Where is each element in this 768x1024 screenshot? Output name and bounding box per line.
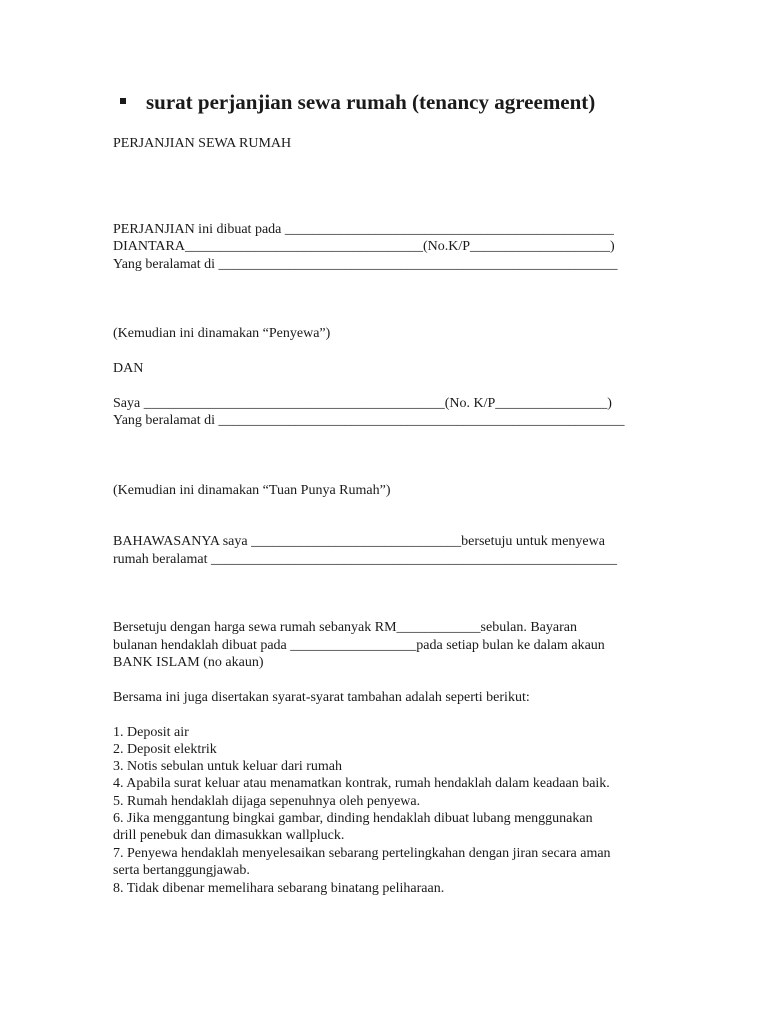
condition-item-continued: drill penebuk dan dimasukkan wallpluck.	[113, 828, 345, 843]
conditions-intro: Bersama ini juga disertakan syarat-syarat tambahan adalah seperti berikut:	[113, 690, 530, 705]
condition-item-continued: serta bertanggungjawab.	[113, 863, 250, 878]
whereas-line-2: rumah beralamat __________________________________________________________	[113, 552, 617, 567]
landlord-designation: (Kemudian ini dinamakan “Tuan Punya Rumah”)	[113, 483, 391, 498]
landlord-name-line: Saya ___________________________________________(No. K/P________________)	[113, 396, 612, 411]
heading-text: surat perjanjian sewa rumah (tenancy agreement)	[146, 90, 596, 114]
doc-title: PERJANJIAN SEWA RUMAH	[113, 136, 292, 151]
agreement-date-line: PERJANJIAN ini dibuat pada _______________________________________________	[113, 222, 614, 237]
condition-item: 7. Penyewa hendaklah menyelesaikan sebarang pertelingkahan dengan jiran secara aman	[113, 846, 611, 861]
conjunction-dan: DAN	[113, 361, 144, 376]
payment-line-2: bulanan hendaklah dibuat pada __________________pada setiap bulan ke dalam akaun	[113, 638, 605, 653]
payment-line-1: Bersetuju dengan harga sewa rumah sebanyak RM____________sebulan. Bayaran	[113, 620, 577, 635]
payment-line-3: BANK ISLAM (no akaun)	[113, 655, 264, 670]
tenant-designation: (Kemudian ini dinamakan “Penyewa”)	[113, 326, 331, 341]
landlord-address-line: Yang beralamat di __________________________________________________________	[113, 413, 625, 428]
condition-item: 1. Deposit air	[113, 725, 189, 740]
whereas-line-1: BAHAWASANYA saya ______________________________bersetuju untuk menyewa	[113, 534, 605, 549]
condition-item: 2. Deposit elektrik	[113, 742, 217, 757]
condition-item: 3. Notis sebulan untuk keluar dari rumah	[113, 759, 343, 774]
tenant-address-line: Yang beralamat di _________________________________________________________	[113, 257, 618, 272]
condition-item: 4. Apabila surat keluar atau menamatkan kontrak, rumah hendaklah dalam keadaan baik.	[113, 776, 610, 791]
condition-item: 8. Tidak dibenar memelihara sebarang binatang peliharaan.	[113, 881, 445, 896]
condition-item: 6. Jika menggantung bingkai gambar, dinding hendaklah dibuat lubang menggunakan	[113, 811, 593, 826]
condition-item: 5. Rumah hendaklah dijaga sepenuhnya oleh penyewa.	[113, 794, 421, 809]
square-bullet-icon	[120, 98, 126, 104]
tenant-name-line: DIANTARA__________________________________(No.K/P____________________)	[113, 239, 615, 254]
document-heading	[120, 90, 595, 115]
